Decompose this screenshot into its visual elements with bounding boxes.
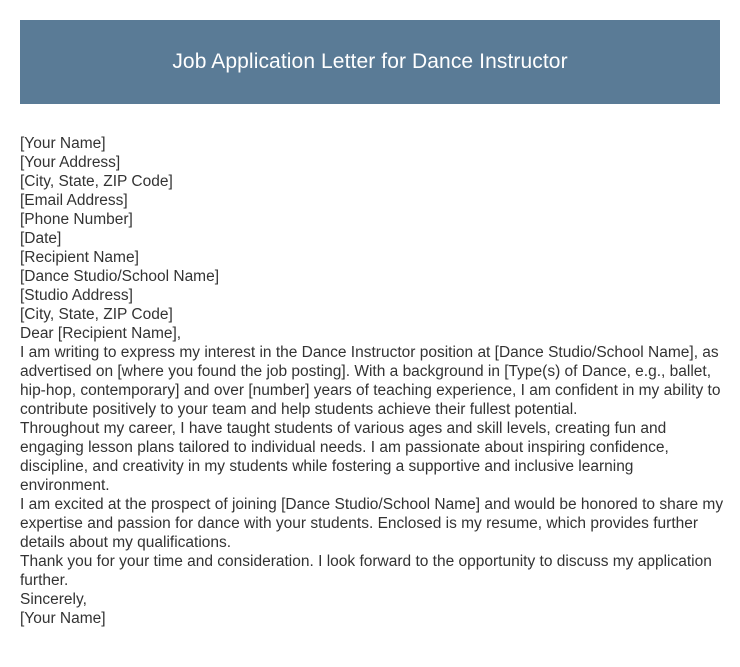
sender-city-state-zip: [City, State, ZIP Code] [20, 173, 173, 190]
letter-date: [Date] [20, 230, 62, 247]
signature: [Your Name] [20, 610, 106, 627]
letter-title-banner [20, 20, 720, 104]
closing: Sincerely, [20, 591, 87, 608]
salutation: Dear [Recipient Name], [20, 325, 182, 342]
body-paragraph-interest: I am excited at the prospect of joining [Dance Studio/School Name] and would be honored to share my expertise and passion for dance with your students. Enclosed is my resume, which provides further details about my qualifications. [20, 496, 724, 551]
body-paragraph-thanks: Thank you for your time and consideration. I look forward to the opportunity to discuss my application further. [20, 553, 712, 589]
sender-block [20, 134, 725, 248]
body-paragraph-intro: I am writing to express my interest in the Dance Instructor position at [Dance Studio/School Name], as advertised on [where you found the job posting]. With a background in [Type(s) of Dance, e.g., ballet, hip-hop, contemporary] and over [number] years of teaching experience, I am confident in my ability to contribute positively to your team and help students achieve their fullest potential. [20, 344, 721, 418]
sender-name: [Your Name] [20, 135, 106, 152]
recipient-block [20, 248, 725, 324]
recipient-studio-address: [Studio Address] [20, 287, 133, 304]
recipient-studio-name: [Dance Studio/School Name] [20, 268, 220, 285]
sender-phone: [Phone Number] [20, 211, 133, 228]
letter-body [20, 134, 725, 628]
recipient-city-state-zip: [City, State, ZIP Code] [20, 306, 173, 323]
sender-address: [Your Address] [20, 154, 121, 171]
sender-email: [Email Address] [20, 192, 128, 209]
recipient-name: [Recipient Name] [20, 249, 139, 266]
page-title: Job Application Letter for Dance Instructor [172, 50, 568, 73]
body-paragraph-experience: Throughout my career, I have taught students of various ages and skill levels, creating fun and engaging lesson plans tailored to individual needs. I am passionate about inspiring confidence, discipline, and creativity in my students while fostering a supportive and inclusive learning environment. [20, 420, 669, 494]
